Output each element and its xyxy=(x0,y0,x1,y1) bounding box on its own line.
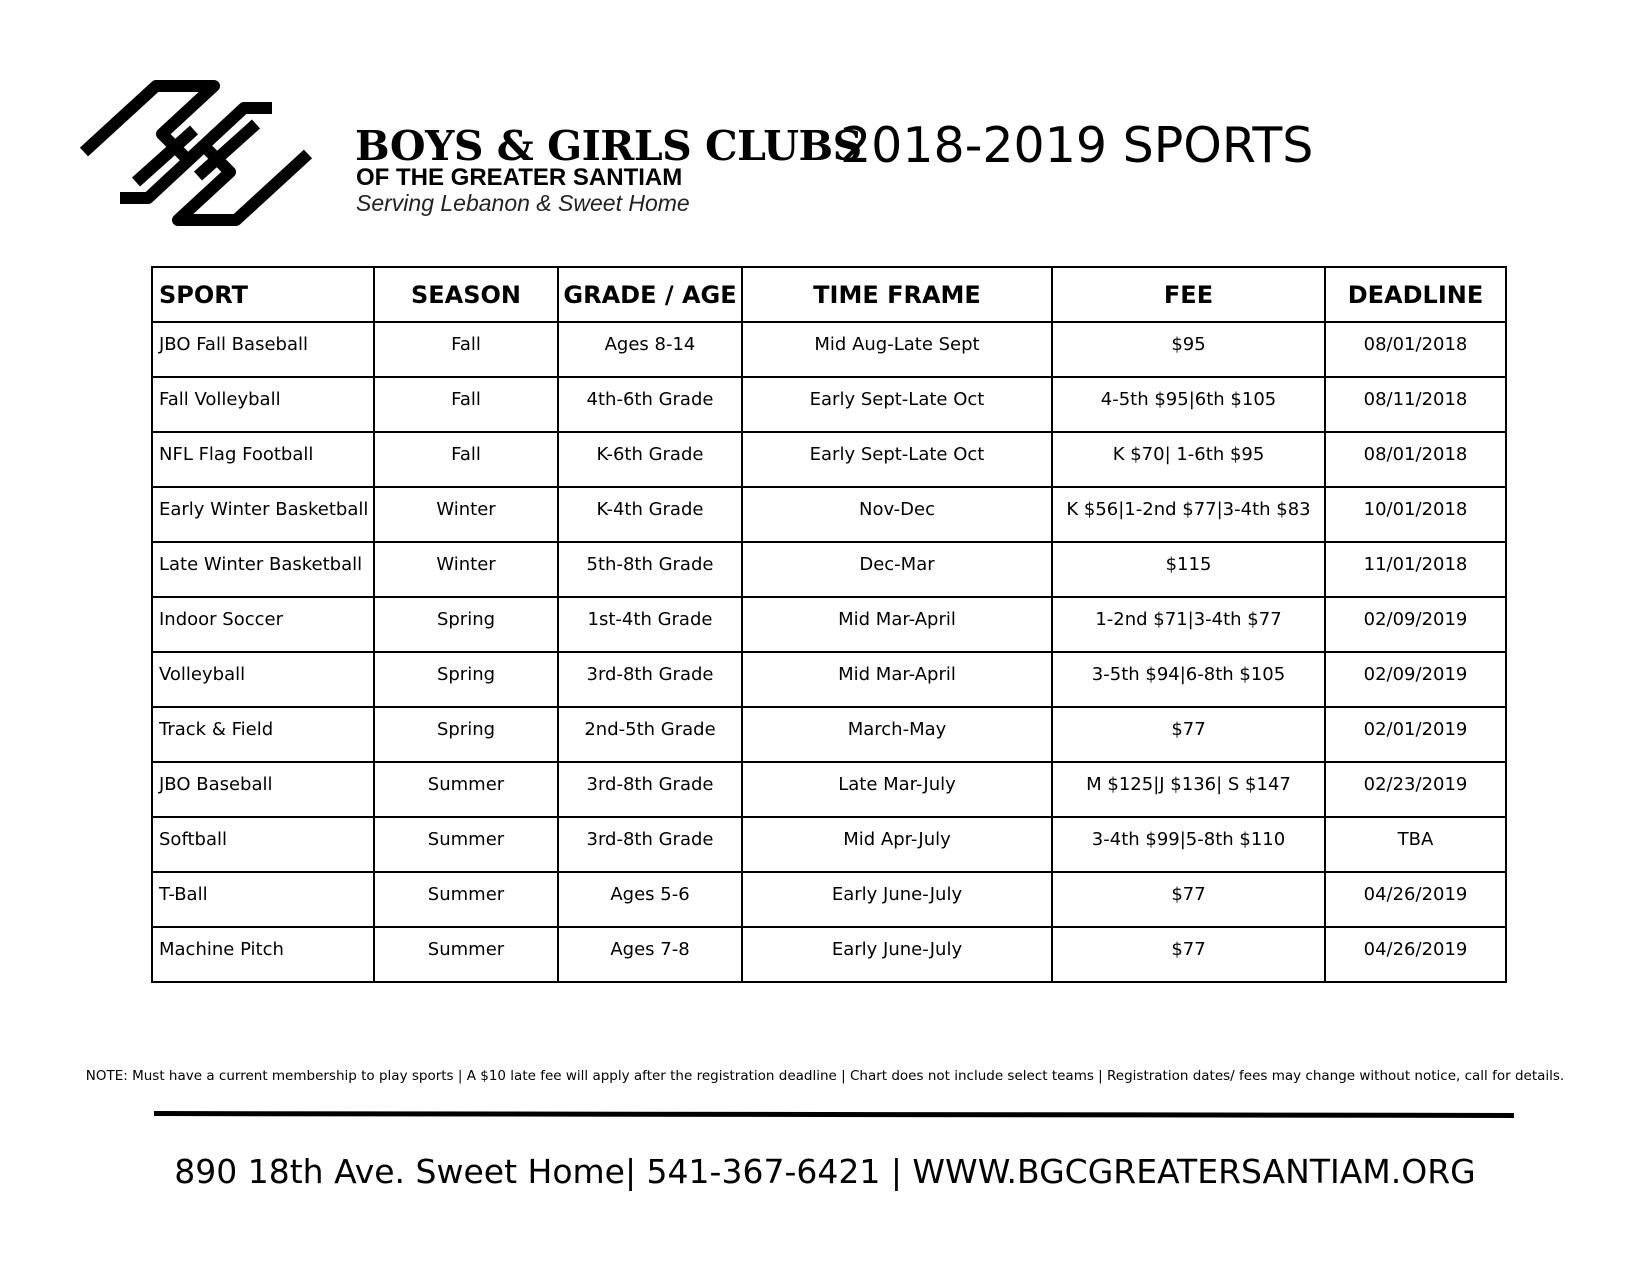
table-row xyxy=(152,597,1506,652)
sport-cell: Early Winter Basketball xyxy=(152,487,374,542)
deadline-cell: 02/23/2019 xyxy=(1325,762,1506,817)
table-row xyxy=(152,762,1506,817)
sport-cell: T-Ball xyxy=(152,872,374,927)
time-frame-cell: Mid Aug-Late Sept xyxy=(742,322,1052,377)
grade-cell: Ages 7-8 xyxy=(558,927,742,982)
fee-cell: 1-2nd $71|3-4th $77 xyxy=(1052,597,1325,652)
sport-cell: JBO Fall Baseball xyxy=(152,322,374,377)
deadline-cell: 02/01/2019 xyxy=(1325,707,1506,762)
sport-cell: Volleyball xyxy=(152,652,374,707)
grade-cell: 2nd-5th Grade xyxy=(558,707,742,762)
deadline-cell: 08/01/2018 xyxy=(1325,322,1506,377)
fee-cell: $115 xyxy=(1052,542,1325,597)
table-row xyxy=(152,707,1506,762)
grade-cell: Ages 8-14 xyxy=(558,322,742,377)
time-frame-cell: Late Mar-July xyxy=(742,762,1052,817)
grade-cell: 1st-4th Grade xyxy=(558,597,742,652)
fee-cell: K $70| 1-6th $95 xyxy=(1052,432,1325,487)
grade-cell: 4th-6th Grade xyxy=(558,377,742,432)
season-cell: Fall xyxy=(374,432,558,487)
grade-cell: 3rd-8th Grade xyxy=(558,817,742,872)
season-cell: Spring xyxy=(374,652,558,707)
fee-cell: M $125|J $136| S $147 xyxy=(1052,762,1325,817)
time-frame-cell: March-May xyxy=(742,707,1052,762)
column-header-deadline: DEADLINE xyxy=(1325,267,1506,322)
table-row xyxy=(152,817,1506,872)
season-cell: Fall xyxy=(374,377,558,432)
table-row xyxy=(152,487,1506,542)
season-cell: Winter xyxy=(374,487,558,542)
grade-cell: 3rd-8th Grade xyxy=(558,762,742,817)
deadline-cell: 02/09/2019 xyxy=(1325,597,1506,652)
fee-cell: 3-4th $99|5-8th $110 xyxy=(1052,817,1325,872)
deadline-cell: 04/26/2019 xyxy=(1325,927,1506,982)
sport-cell: Softball xyxy=(152,817,374,872)
fee-cell: $95 xyxy=(1052,322,1325,377)
org-name: BOYS & GIRLS CLUBS xyxy=(355,122,862,170)
membership-note: NOTE: Must have a current membership to play sports | A $10 late fee will apply after the registration deadline | Chart does not include select teams | Registration dates/ fees may change without notice, call for details. xyxy=(85,1068,1565,1084)
column-header-grade-age: GRADE / AGE xyxy=(558,267,742,322)
deadline-cell: 08/01/2018 xyxy=(1325,432,1506,487)
org-subtitle: OF THE GREATER SANTIAM xyxy=(356,164,683,191)
table-row xyxy=(152,652,1506,707)
time-frame-cell: Early June-July xyxy=(742,927,1052,982)
fee-cell: 4-5th $95|6th $105 xyxy=(1052,377,1325,432)
column-header-fee: FEE xyxy=(1052,267,1325,322)
season-cell: Summer xyxy=(374,872,558,927)
deadline-cell: 10/01/2018 xyxy=(1325,487,1506,542)
contact-footer: 890 18th Ave. Sweet Home| 541-367-6421 | WWW.BGCGREATERSANTIAM.ORG xyxy=(174,1152,1476,1191)
deadline-cell: TBA xyxy=(1325,817,1506,872)
time-frame-cell: Nov-Dec xyxy=(742,487,1052,542)
table-row xyxy=(152,927,1506,982)
table-row xyxy=(152,872,1506,927)
sport-cell: Fall Volleyball xyxy=(152,377,374,432)
sport-cell: Indoor Soccer xyxy=(152,597,374,652)
season-cell: Spring xyxy=(374,597,558,652)
season-cell: Summer xyxy=(374,817,558,872)
sport-cell: Late Winter Basketball xyxy=(152,542,374,597)
column-header-season: SEASON xyxy=(374,267,558,322)
deadline-cell: 04/26/2019 xyxy=(1325,872,1506,927)
season-cell: Summer xyxy=(374,762,558,817)
table-row xyxy=(152,542,1506,597)
fee-cell: $77 xyxy=(1052,707,1325,762)
deadline-cell: 08/11/2018 xyxy=(1325,377,1506,432)
table-row xyxy=(152,377,1506,432)
grade-cell: K-4th Grade xyxy=(558,487,742,542)
deadline-cell: 02/09/2019 xyxy=(1325,652,1506,707)
column-header-sport: SPORT xyxy=(152,267,374,322)
clubs-hands-logo-icon xyxy=(76,78,316,228)
column-header-time-frame: TIME FRAME xyxy=(742,267,1052,322)
logo-mark xyxy=(76,78,316,228)
time-frame-cell: Early Sept-Late Oct xyxy=(742,377,1052,432)
fee-cell: $77 xyxy=(1052,872,1325,927)
sport-cell: Track & Field xyxy=(152,707,374,762)
sports-table xyxy=(151,266,1507,983)
time-frame-cell: Early Sept-Late Oct xyxy=(742,432,1052,487)
table-row xyxy=(152,432,1506,487)
sport-cell: NFL Flag Football xyxy=(152,432,374,487)
fee-cell: 3-5th $94|6-8th $105 xyxy=(1052,652,1325,707)
season-cell: Spring xyxy=(374,707,558,762)
time-frame-cell: Mid Apr-July xyxy=(742,817,1052,872)
footer-divider xyxy=(154,1111,1514,1118)
time-frame-cell: Early June-July xyxy=(742,872,1052,927)
grade-cell: 5th-8th Grade xyxy=(558,542,742,597)
fee-cell: K $56|1-2nd $77|3-4th $83 xyxy=(1052,487,1325,542)
season-cell: Winter xyxy=(374,542,558,597)
grade-cell: K-6th Grade xyxy=(558,432,742,487)
table-row xyxy=(152,322,1506,377)
grade-cell: 3rd-8th Grade xyxy=(558,652,742,707)
deadline-cell: 11/01/2018 xyxy=(1325,542,1506,597)
table-header-row xyxy=(152,267,1506,322)
sport-cell: JBO Baseball xyxy=(152,762,374,817)
season-cell: Summer xyxy=(374,927,558,982)
time-frame-cell: Dec-Mar xyxy=(742,542,1052,597)
page-title: 2018-2019 SPORTS xyxy=(840,117,1314,174)
org-tagline: Serving Lebanon & Sweet Home xyxy=(356,190,690,216)
time-frame-cell: Mid Mar-April xyxy=(742,652,1052,707)
sport-cell: Machine Pitch xyxy=(152,927,374,982)
time-frame-cell: Mid Mar-April xyxy=(742,597,1052,652)
fee-cell: $77 xyxy=(1052,927,1325,982)
grade-cell: Ages 5-6 xyxy=(558,872,742,927)
season-cell: Fall xyxy=(374,322,558,377)
